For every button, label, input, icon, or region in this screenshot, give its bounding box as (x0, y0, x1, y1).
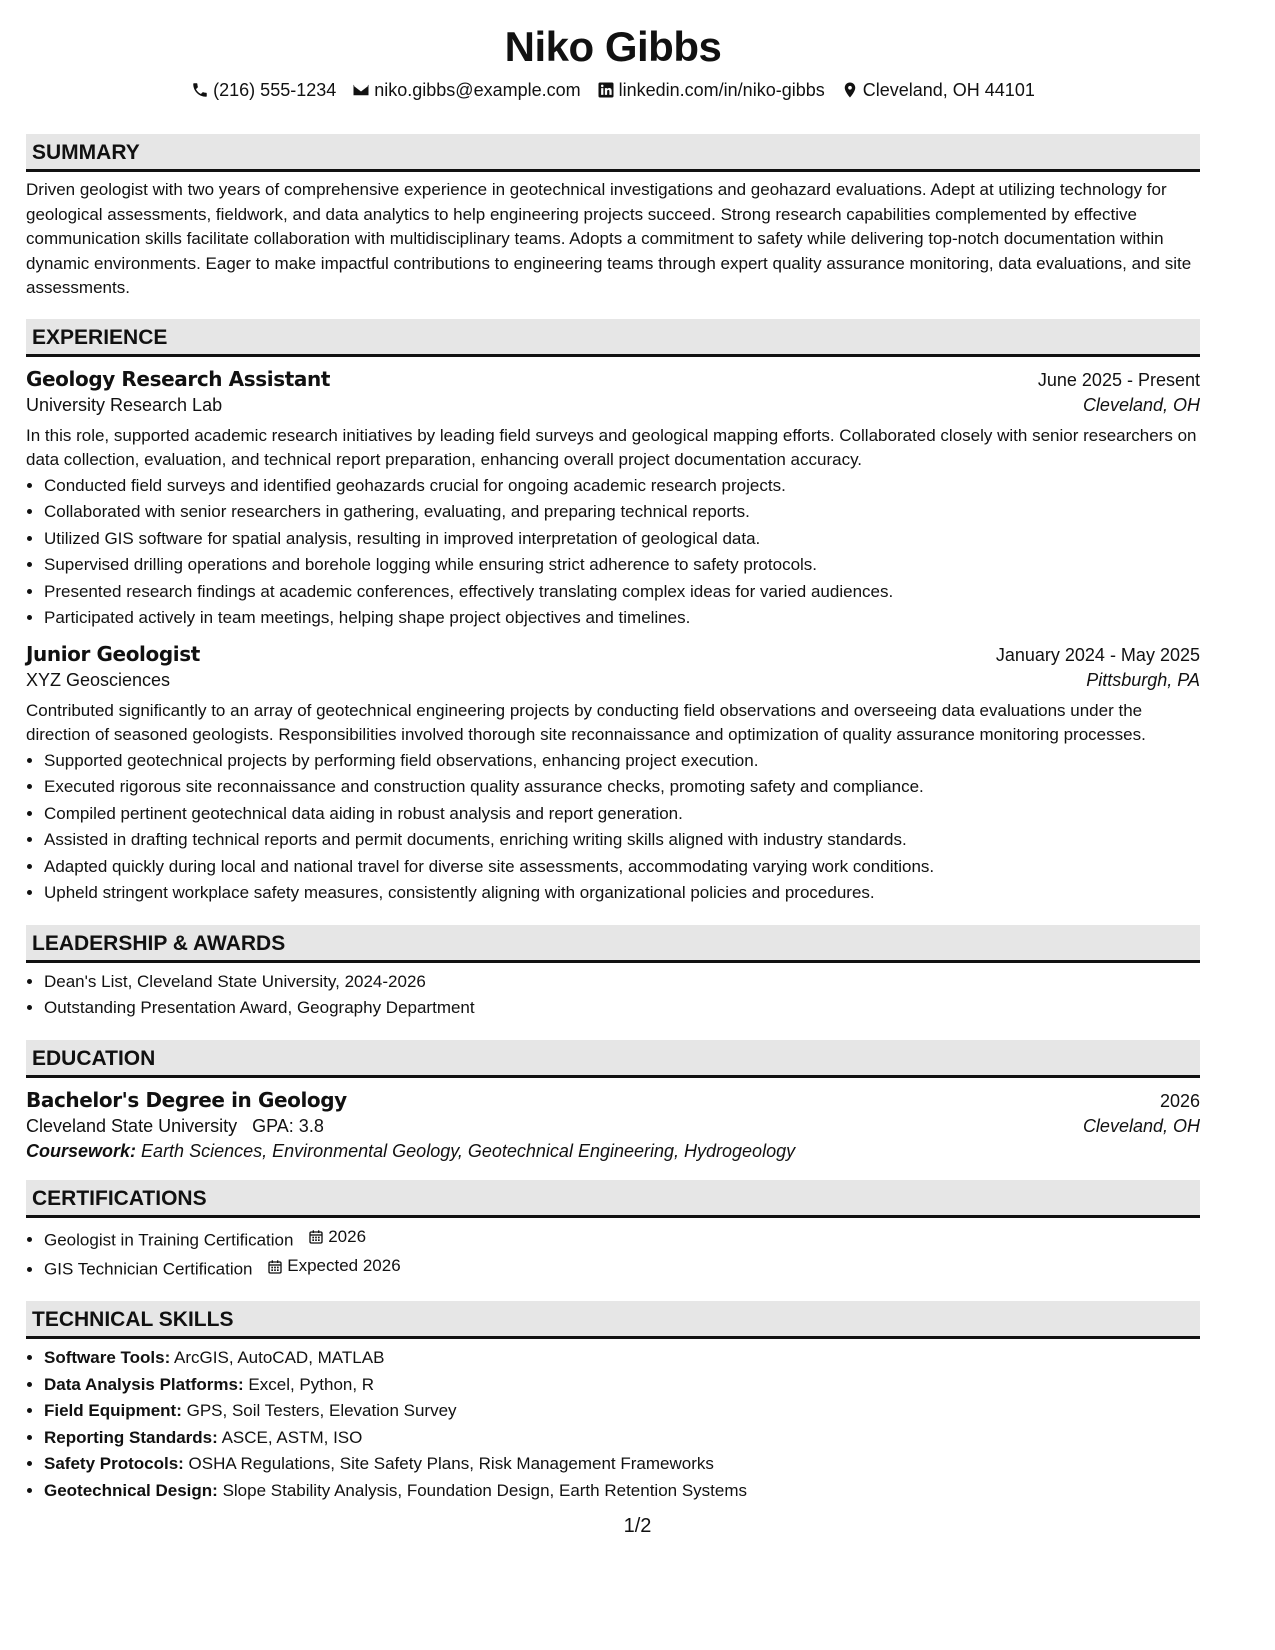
gpa: GPA: 3.8 (252, 1115, 324, 1136)
list-item (44, 1425, 1200, 1452)
job-description: Contributed significantly to an array of geotechnical engineering projects by conducting field observations and overseeing data evaluations under the direction of seasoned geologists. Responsibilities involved thorough site reconnaissance and optimization of quality assurance monitoring processes. (26, 700, 1146, 744)
list-item: • Outstanding Presentation Award, Geography Department (44, 995, 1200, 1022)
job-location: Cleveland, OH (1082, 394, 1200, 415)
school-location: Cleveland, OH (1082, 1115, 1200, 1136)
skill-value: Slope Stability Analysis, Foundation Design, Earth Retention Systems (222, 1480, 748, 1500)
job-dates: January 2024 - May 2025 (995, 644, 1200, 665)
skill-label: Software Tools: (44, 1348, 171, 1367)
location-text: Cleveland, OH 44101 (862, 79, 1035, 100)
section-heading-certifications: CERTIFICATIONS (26, 1180, 1200, 1218)
cert-date (267, 1253, 400, 1280)
list-item (44, 1398, 1200, 1425)
calendar-icon (308, 1229, 324, 1245)
job-header (26, 642, 1200, 666)
coursework-text: Earth Sciences, Environmental Geology, Geotechnical Engineering, Hydrogeology (141, 1140, 796, 1161)
list-item: • Assisted in drafting technical reports and permit documents, enriching writing skills aligned with industry standards. (44, 827, 1200, 854)
job-entry (26, 642, 1200, 907)
contact-location (841, 80, 1035, 101)
school-name: Cleveland State University (26, 1115, 238, 1136)
page-number: 1/2 (623, 1515, 652, 1537)
list-item (44, 1253, 1200, 1283)
phone-icon (191, 81, 209, 99)
section-heading-summary: SUMMARY (26, 134, 1200, 172)
cert-date-text: Expected 2026 (287, 1256, 401, 1276)
list-item (44, 1345, 1200, 1372)
section-heading-education: EDUCATION (26, 1040, 1200, 1078)
job-header (26, 367, 1200, 391)
calendar-icon (267, 1259, 283, 1275)
job-bullets (26, 748, 1200, 907)
map-pin-icon (841, 81, 859, 99)
linkedin-text: linkedin.com/in/niko-gibbs (618, 79, 825, 100)
list-item: • Compiled pertinent geotechnical data aiding in robust analysis and report generation. (44, 801, 1200, 828)
skill-label: Geotechnical Design: (44, 1480, 218, 1500)
cert-date-text: 2026 (328, 1226, 367, 1246)
skill-value: ASCE, ASTM, ISO (221, 1427, 363, 1447)
coursework-line (26, 1141, 1200, 1162)
job-subheader (26, 395, 1200, 416)
resume-name: Niko Gibbs (504, 23, 722, 70)
skill-value: GPS, Soil Testers, Elevation Survey (186, 1401, 457, 1420)
skills-list (26, 1345, 1200, 1504)
certifications-list (26, 1224, 1200, 1284)
education-header (26, 1088, 1200, 1112)
envelope-icon (352, 81, 370, 99)
job-description: In this role, supported academic research initiatives by leading field surveys and geological mapping efforts. Collaborated closely with senior researchers on data collection, evaluation, and technical report preparation, enhancing overall project documentation accuracy. (26, 425, 1197, 469)
education-subheader (26, 1116, 1200, 1137)
section-heading-experience: EXPERIENCE (26, 319, 1200, 357)
list-item (44, 1224, 1200, 1254)
skill-label: Data Analysis Platforms: (44, 1374, 244, 1394)
email-text: niko.gibbs@example.com (374, 79, 581, 100)
coursework-label: Coursework: (26, 1140, 137, 1161)
skill-label: Field Equipment: (44, 1401, 182, 1420)
skill-value: OSHA Regulations, Site Safety Plans, Risk Management Frameworks (188, 1454, 714, 1473)
skill-value: ArcGIS, AutoCAD, MATLAB (174, 1348, 385, 1367)
section-heading-skills: TECHNICAL SKILLS (26, 1301, 1200, 1339)
school-line (26, 1116, 324, 1137)
list-item: • Upheld stringent workplace safety measures, consistently aligning with organizational policies and procedures. (44, 880, 1200, 907)
list-item: • Adapted quickly during local and national travel for diverse site assessments, accommodating varying work conditions. (44, 854, 1200, 881)
linkedin-icon (597, 81, 615, 99)
graduation-year: 2026 (1159, 1090, 1200, 1111)
job-title: Junior Geologist (26, 641, 200, 666)
contact-phone[interactable] (191, 80, 336, 101)
list-item (44, 1372, 1200, 1399)
list-item: • Collaborated with senior researchers in gathering, evaluating, and preparing technical reports. (44, 499, 1200, 526)
job-location: Pittsburgh, PA (1086, 669, 1200, 690)
contact-bar (26, 78, 1200, 102)
contact-email[interactable] (352, 80, 580, 101)
education-entry (26, 1088, 1200, 1162)
degree-title: Bachelor's Degree in Geology (26, 1087, 347, 1112)
summary-text: Driven geologist with two years of comprehensive experience in geotechnical investigations and geohazard evaluations. Adept at utilizing technology for geological assessments, fieldwork, and data analytics to help engineering projects succeed. Strong research capabilities complemented by effective communication skills facilitate collaboration with multidisciplinary teams. Adopts a commitment to safety while delivering top-notch documentation within dynamic environments. Eager to make impactful contributions to engineering teams through expert quality assurance monitoring, data evaluations, and site assessments. (26, 180, 1192, 297)
job-org: University Research Lab (26, 394, 223, 415)
job-dates: June 2025 - Present (1037, 369, 1200, 390)
list-item: • Executed rigorous site reconnaissance and construction quality assurance checks, promoting safety and compliance. (44, 774, 1200, 801)
skill-label: Reporting Standards: (44, 1427, 218, 1447)
list-item: • Supervised drilling operations and borehole logging while ensuring strict adherence to safety protocols. (44, 552, 1200, 579)
job-org: XYZ Geosciences (26, 669, 171, 690)
list-item: • Utilized GIS software for spatial analysis, resulting in improved interpretation of geological data. (44, 526, 1200, 553)
list-item: • Participated actively in team meetings, helping shape project objectives and timelines. (44, 605, 1200, 632)
skill-label: Safety Protocols: (44, 1454, 184, 1473)
contact-linkedin[interactable] (597, 80, 825, 101)
list-item: • Dean's List, Cleveland State University, 2024-2026 (44, 969, 1200, 996)
cert-name: GIS Technician Certification (44, 1259, 253, 1279)
list-item (44, 1451, 1200, 1478)
cert-date (308, 1224, 366, 1251)
job-subheader (26, 670, 1200, 691)
list-item: • Conducted field surveys and identified geohazards crucial for ongoing academic research projects. (44, 473, 1200, 500)
section-heading-leadership: LEADERSHIP & AWARDS (26, 925, 1200, 963)
phone-text: (216) 555-1234 (213, 79, 337, 100)
job-bullets (26, 473, 1200, 632)
job-entry (26, 367, 1200, 632)
cert-name: Geologist in Training Certification (44, 1229, 294, 1249)
list-item: • Supported geotechnical projects by performing field observations, enhancing project execution. (44, 748, 1200, 775)
leadership-list (26, 969, 1200, 1022)
job-title: Geology Research Assistant (26, 366, 330, 391)
list-item (44, 1478, 1200, 1505)
skill-value: Excel, Python, R (248, 1374, 375, 1394)
list-item: • Presented research findings at academic conferences, effectively translating complex ideas for varied audiences. (44, 579, 1200, 606)
